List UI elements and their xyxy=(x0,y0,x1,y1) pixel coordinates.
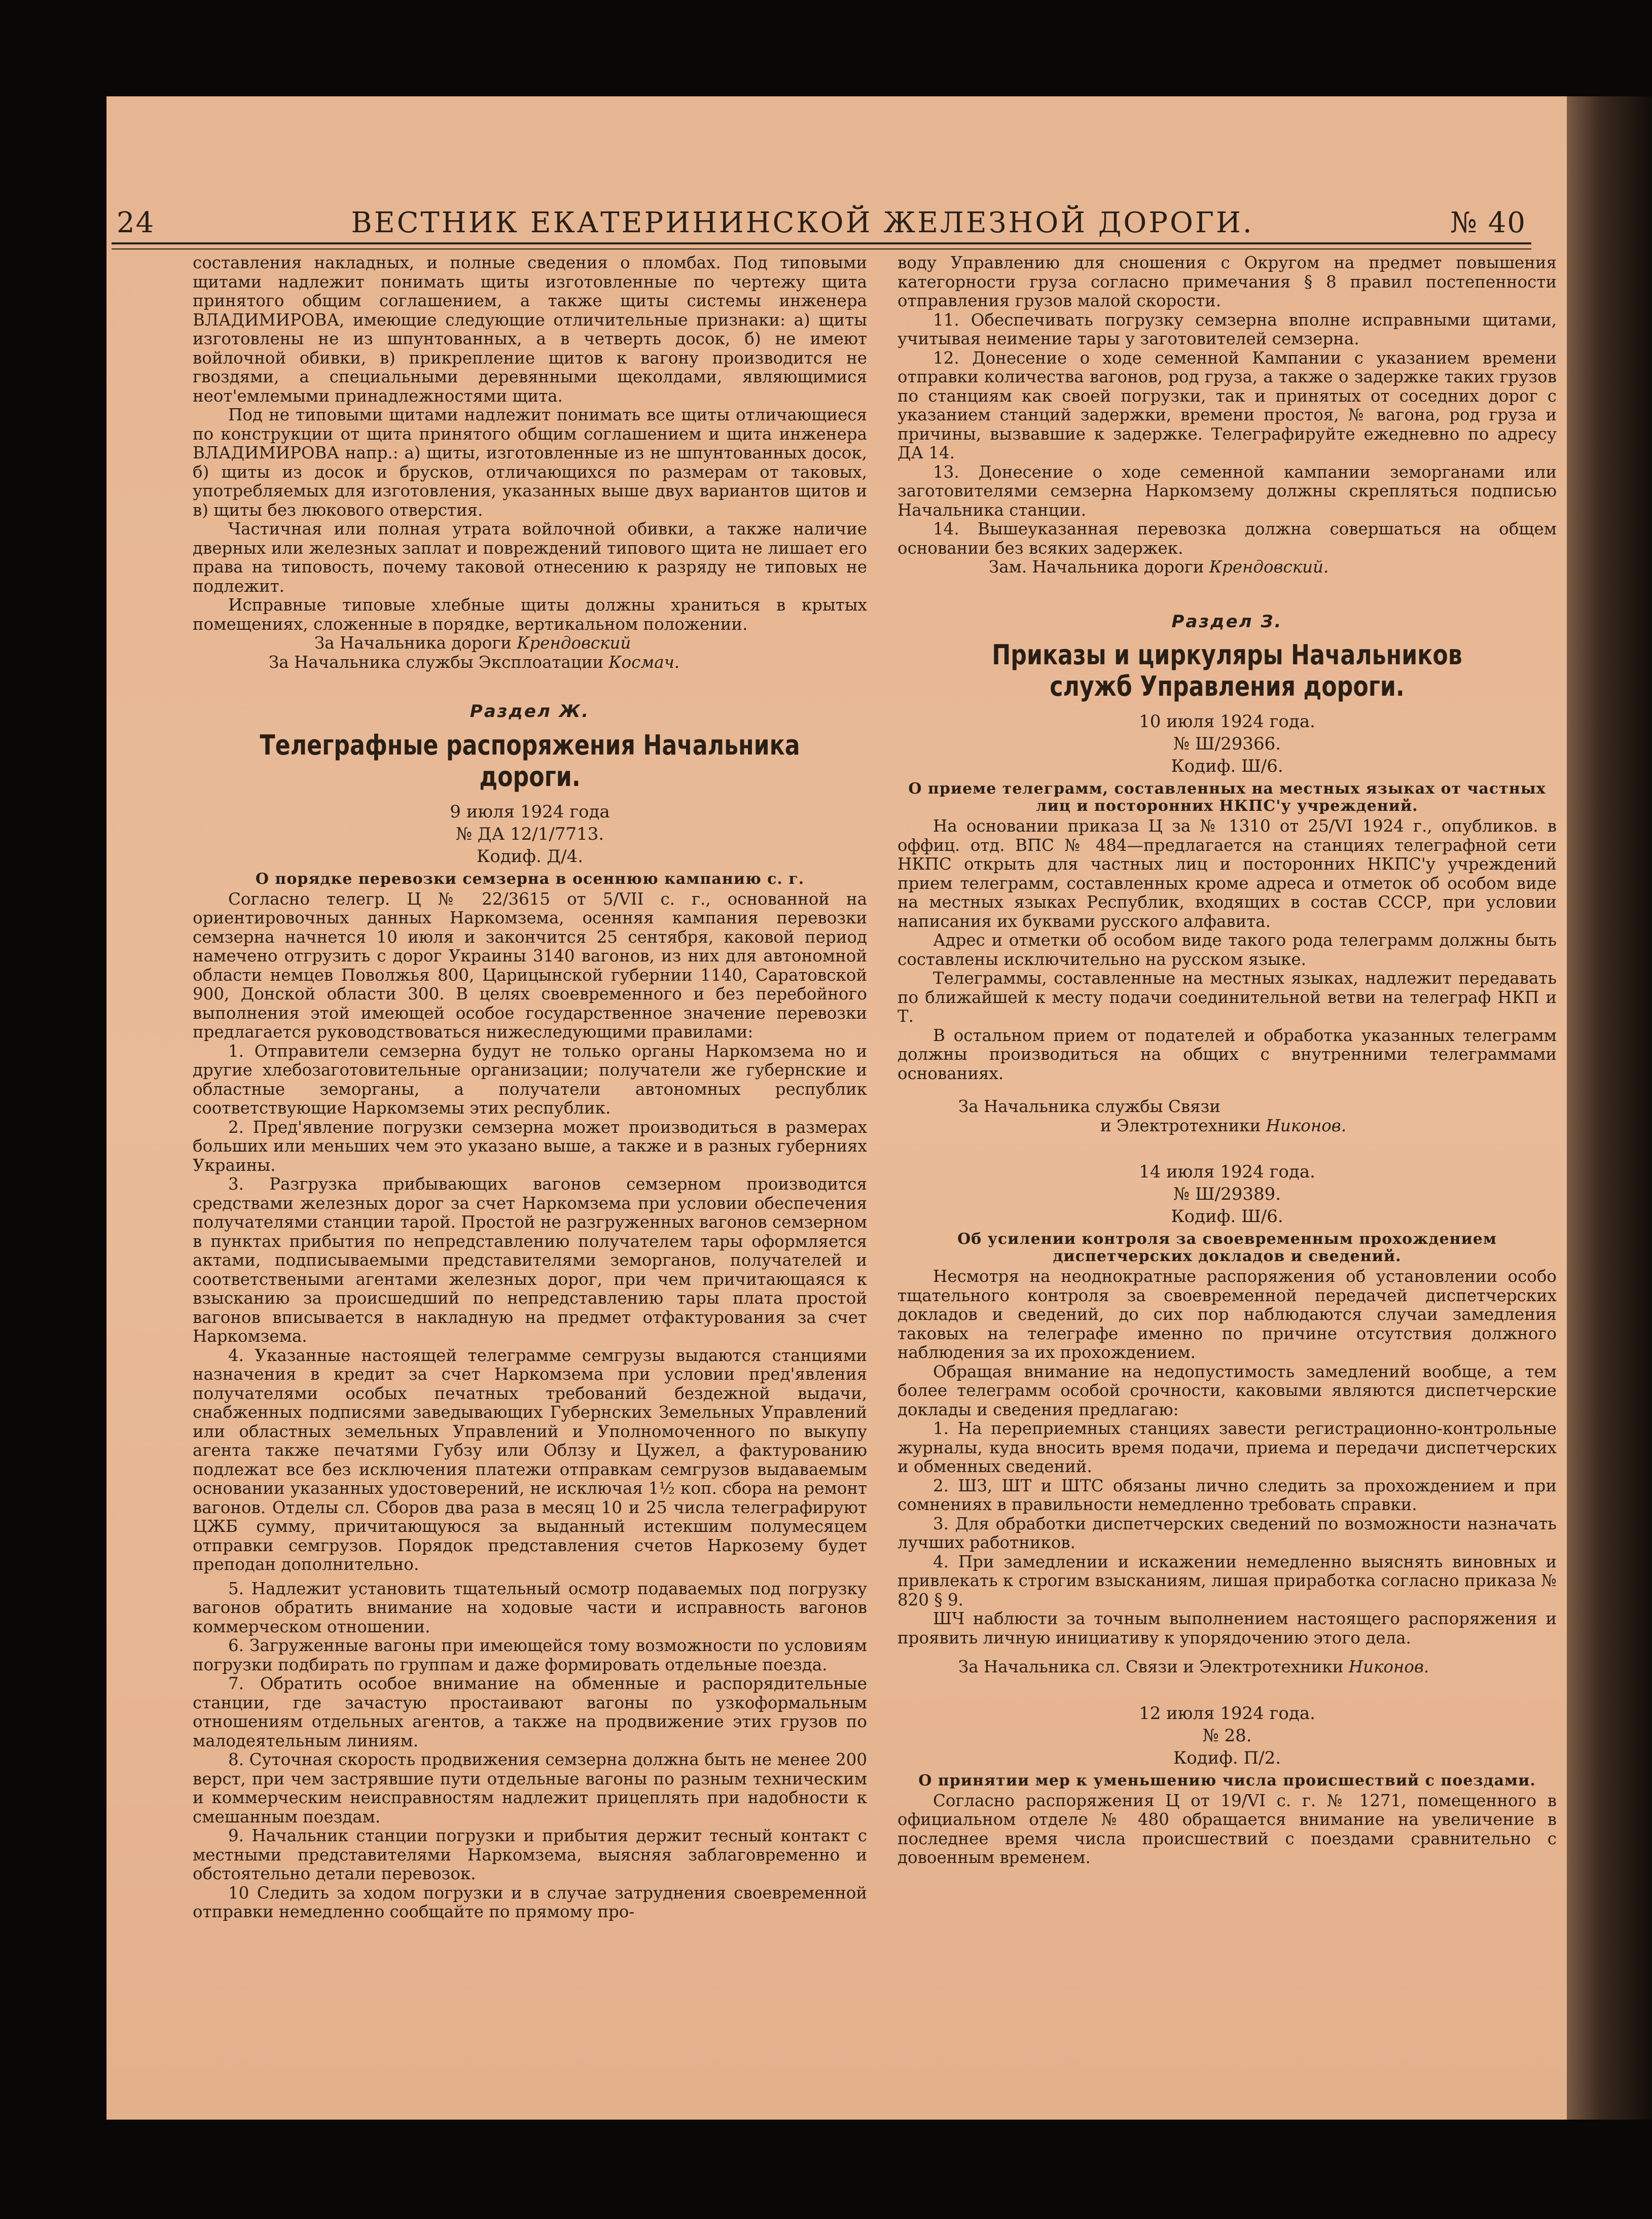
paragraph: Под не типовыми щитами надлежит понимать все щиты отличающиеся по конструкции от щита принятого общим соглашением и щита инженера ВЛАДИМИРОВА напр.: а) щиты, изготовленные из не шпунтованных досок, б) щиты из досок и брусков, отличающихся по размерам от таковых, употребляемых для изготовления, указанных выше двух вариантов щитов и в) щиты без люкового отверстия. xyxy=(193,405,867,520)
paragraph: 8. Суточная скорость продвижения семзерна должна быть не менее 200 верст, при чем застрявшие пути отдельные вагоны по разным техническим и коммерческим неисправностям надлежит прицеплять при надобности к смешанным поездам. xyxy=(193,1750,867,1827)
paragraph: 10 Следить за ходом погрузки и в случае затруднения своевременной отправки немедленно сообщайте по прямому про- xyxy=(193,1883,867,1921)
left-column xyxy=(193,254,867,1922)
order-number: № Ш/29389. xyxy=(1173,1184,1281,1204)
issue-number: № 40 xyxy=(1450,206,1526,239)
order-number: № Ш/29366. xyxy=(1173,734,1281,754)
page-header xyxy=(117,194,1526,239)
paragraph: 3. Для обработки диспетчерских сведений по возможности назначать лучших работников. xyxy=(897,1514,1557,1552)
paragraph: 4. Указанные настоящей телеграмме семгрузы выдаются станциями назначения в кредит за счет Наркомзема при условии пред'явления получателями особых печатных требований бездежной выдачи, снабженных подписями заведывающих Губернских Земельных Управлений или областных земельных Управлений и Уполномоченного по выкупу агента также печатями Губзу или Облзу и Цужел, а фактурованию подлежат все без исключения платежи отправкам семгрузов выдаваемым основании указанных удостоверений, не исключая 1½ коп. сбора на ремонт вагонов. Отделы сл. Сборов два раза в месяц 10 и 25 числа телеграфируют ЦЖБ сумму, причитающуюся за выданный истекшим полумесяцем отправки семгрузов. Порядок представления счетов Наркозему будет преподан дополнительно. xyxy=(193,1345,867,1574)
paragraph: Исправные типовые хлебные щиты должны храниться в крытых помещениях, сложенные в порядке, вертикальном положении. xyxy=(193,595,867,634)
paragraph: Адрес и отметки об особом виде такого рода телеграмм должны быть составлены исключительно на русском языке. xyxy=(897,930,1557,969)
paragraph: 3. Разгрузка прибывающих вагонов семзерном производится средствами железных дорог за счет Наркомзема при условии обеспечения получателями станции тарой. Простой не разгруженных вагонов семзерном в пунктах прибытия по непредставлению получателем тары оформляется актами, подписываемыми представителями земорганов, получателей и соответствеными агентами железных дорог, при чем причитающаяся к взысканию за происшедший по непредставлению тары плата простой вагонов вписывается в накладную на предмет отфактурования за счет Наркомзема. xyxy=(193,1174,867,1346)
order-date: 10 июля 1924 года. xyxy=(1139,711,1315,732)
paragraph: Телеграммы, составленные на местных языках, надлежит передавать по ближайшей к месту подачи соединительной ветви на телеграф НКП и Т. xyxy=(897,969,1557,1026)
paragraph: Частичная или полная утрата войлочной обивки, а также наличие дверных или железных заплат и повреждений типового щита не лишает его права на типовость, почему таковой отнесению к разряду не типовых не подлежит. xyxy=(193,519,867,596)
paragraph: 11. Обеспечивать погрузку семзерна вполне исправными щитами, учитывая неимение тары у заготовителей семзерна. xyxy=(897,310,1557,348)
paragraph: 4. При замедлении и искажении немедленно выяснять виновных и привлекать к строгим взысканиям, лишая приработка согласно приказа № 820 § 9. xyxy=(897,1552,1557,1609)
paragraph: 6. Загруженные вагоны при имеющейся тому возможности по условиям погрузки подбирать по группам и даже формировать отдельные поезда. xyxy=(193,1636,867,1674)
paragraph: 2. ШЗ, ШТ и ШТС обязаны лично следить за прохождением и при сомнениях в правильности немедленно требовать справки. xyxy=(897,1476,1557,1514)
paragraph: 1. На переприемных станциях завести регистрационно-контрольные журналы, куда вносить время подачи, приема и передачи диспетчерских и обменных сведений. xyxy=(897,1419,1557,1476)
paragraph: 7. Обратить особое внимание на обменные и распорядительные станции, где зачастую простаивают вагоны по узкоформальным отношениям отдельных агентов, а также на продвижение этих грузов по малодеятельным линиям. xyxy=(193,1674,867,1750)
paragraph: 13. Донесение о ходе семенной кампании земорганами или заготовителями семзерна Наркомзему должны скрепляться подписью Начальника станции. xyxy=(897,462,1557,520)
order-number: № ДА 12/1/7713. xyxy=(455,824,604,844)
paragraph: воду Управлению для сношения с Округом на предмет повышения категорности груза согласно примечания § 8 правил постепенности отправления грузов малой скорости. xyxy=(897,253,1557,310)
right-column xyxy=(897,254,1557,1868)
page-number: 24 xyxy=(117,206,155,239)
signature: и Электротехники Никонов. xyxy=(1100,1116,1347,1135)
paragraph: Обращая внимание на недопустимость замедлений вообще, а тем более телеграмм особой срочности, каковыми являются диспетчерские доклады и сведения предлагаю: xyxy=(897,1362,1557,1419)
signature: Зам. Начальника дороги Крендовский. xyxy=(989,557,1329,577)
newspaper-title: ВЕСТНИК ЕКАТЕРИНИНСКОЙ ЖЕЛЕЗНОЙ ДОРОГИ. xyxy=(351,206,1254,239)
order-codification: Кодиф. Ш/6. xyxy=(1171,1206,1283,1227)
header-rule xyxy=(112,242,1531,244)
order-heading: Об усилении контроля за своевременным прохождением диспетчерских докладов и сведений. xyxy=(957,1230,1497,1265)
paragraph: В остальном прием от подателей и обработка указанных телеграмм должны производиться на общих с внутренними телеграммами основаниях. xyxy=(897,1025,1557,1083)
section-label: Раздел Ж. xyxy=(470,701,590,722)
signature: За Начальника службы Связи xyxy=(958,1097,1220,1116)
section-title: Приказы и циркуляры Начальников служб Управления дороги. xyxy=(992,639,1462,702)
order-number: № 28. xyxy=(1202,1725,1252,1746)
order-date: 9 июля 1924 года xyxy=(450,801,610,822)
paragraph: 2. Пред'явление погрузки семзерна может производиться в размерах больших или меньших чем это указано выше, а также и в разных губерниях Украины. xyxy=(193,1117,867,1175)
order-codification: Кодиф. П/2. xyxy=(1173,1747,1281,1768)
paragraph: ШЧ наблюсти за точным выполнением настоящего распоряжения и проявить личную инициативу к упорядочению этого дела. xyxy=(897,1609,1557,1648)
signature: За Начальника службы Эксплоатации Космач. xyxy=(269,652,680,672)
paragraph: Согласно распоряжения Ц от 19/VI с. г. № 1271, помещенного в официальном отделе № 480 обращается внимание на увеличение в последнее время числа происшествий с поездами сравнительно с довоенным временем. xyxy=(897,1791,1557,1867)
paragraph: Несмотря на неоднократные распоряжения об установлении особо тщательного контроля за своевременной передачей диспетчерских докладов и сведений, до сих пор наблюдаются случаи замедления таковых на телеграфе именно по причине отсутствия должного наблюдения за их прохождением. xyxy=(897,1267,1557,1362)
order-codification: Кодиф. Д/4. xyxy=(476,846,584,867)
paragraph: 14. Вышеуказанная перевозка должна совершаться на общем основании без всяких задержек. xyxy=(897,519,1557,558)
order-heading: О порядке перевозки семзерна в осеннюю кампанию с. г. xyxy=(255,870,805,888)
paragraph: 12. Донесение о ходе семенной Кампании с указанием времени отправки количества вагонов, род груза, а также о задержке таких грузов по станциям как своей погрузки, так и принятых от соседних дорог с указанием станций задержки, времени простоя, № вагона, род груза и причины, вызвавшие к задержке. Телеграфируйте ежедневно по адресу ДА 14. xyxy=(897,348,1557,462)
signature: За Начальника дороги Крендовский xyxy=(314,633,631,653)
order-heading: О приеме телеграмм, составленных на местных языках от частных лиц и посторонних НКПС'у учреждений. xyxy=(908,780,1546,815)
paragraph: На основании приказа Ц за № 1310 от 25/VI 1924 г., опубликов. в оффиц. отд. ВПС № 484—предлагается на станциях телеграфной сети НКПС открыть для частных лиц и посторонних НКПС'у учреждений прием телеграмм, составленных кроме адреса и отметок об особом виде на местных языках Республик, входящих в состав СССР, при условии написания их буквами русского алфавита. xyxy=(897,816,1557,931)
paragraph: 9. Начальник станции погрузки и прибытия держит тесный контакт с местными представителями Наркомзема, выясняя заблаговременно и обстоятельно детали перевозок. xyxy=(193,1826,867,1883)
section-title: Телеграфные распоряжения Начальника дороги. xyxy=(260,729,800,793)
next-page-edge xyxy=(1567,96,1652,2120)
paragraph: 5. Надлежит установить тщательный осмотр подаваемых под погрузку вагонов обратить внимание на ходовые части и исправность вагонов коммерческом отношении. xyxy=(193,1579,867,1636)
order-date: 12 июля 1924 года. xyxy=(1139,1703,1315,1724)
paragraph: 1. Отправители семзерна будут не только органы Наркомзема но и другие хлебозаготовительные организации; получатели же губернские и областные земорганы, а получатели автономных республик соответствующие Наркомземы этих республик. xyxy=(193,1041,867,1118)
order-date: 14 июля 1924 года. xyxy=(1139,1162,1315,1182)
signature: За Начальника сл. Связи и Электротехники Никонов. xyxy=(958,1657,1429,1676)
header-rule-thin xyxy=(112,248,1531,249)
paragraph: Согласно телегр. Ц № 22/3615 от 5/VII с. г., основанной на ориентировочных данных Наркомзема, осенняя кампания перевозки семзерна начнется 10 июля и закончится 25 сентября, каковой период намечено отгрузить с дорог Украины 3140 вагонов, из них для автономной области немцев Поволжья 800, Царицынской губернии 1140, Саратовской 900, Донской области 300. В целях своевременного и без перебойного выполнения этой имеющей особое государственное значение перевозки предлагается руководствоваться нижеследующими правилами: xyxy=(193,889,867,1042)
order-heading: О принятии мер к уменьшению числа происшествий с поездами. xyxy=(918,1771,1536,1789)
paragraph: составления накладных, и полные сведения о пломбах. Под типовыми щитами надлежит понимать щиты изготовленные по чертежу щита принятого общим соглашением, а также щиты системы инженера ВЛАДИМИРОВА, имеющие следующие отличительные признаки: а) щиты изготовлены не из шпунтованных, а в четверть досок, б) не имеют войлочной обивки, в) прикрепление щитов к вагону производится не гвоздями, а специальными деревянными щеколдами, являющимися неот'емлемыми принадлежностями щита. xyxy=(193,253,867,406)
section-label: Раздел З. xyxy=(1171,611,1283,632)
order-codification: Кодиф. Ш/6. xyxy=(1171,756,1283,776)
